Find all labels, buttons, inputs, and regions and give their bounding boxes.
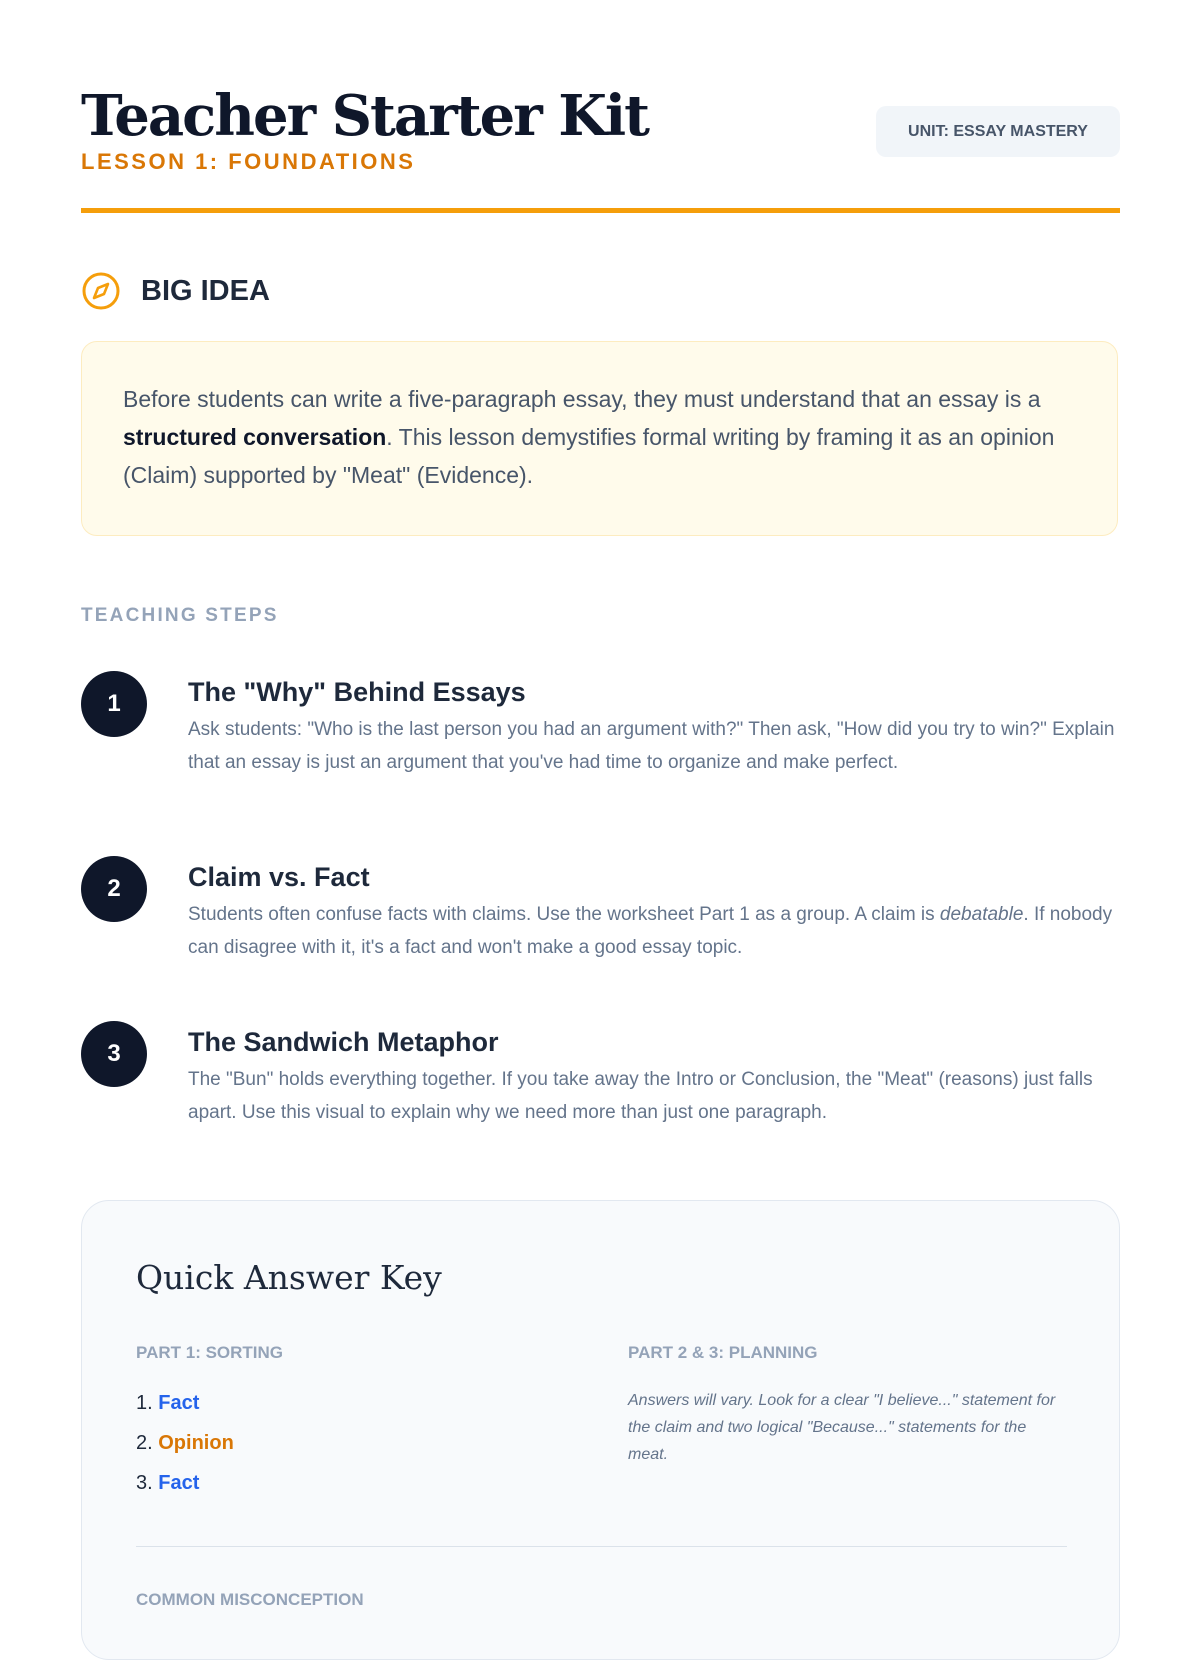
answer-key-title: Quick Answer Key bbox=[136, 1258, 442, 1297]
teaching-steps-label: TEACHING STEPS bbox=[81, 605, 279, 626]
step-description bbox=[188, 898, 1123, 964]
step-number-badge: 2 bbox=[81, 856, 147, 922]
answer-number: 3. bbox=[136, 1472, 153, 1494]
step-number-badge: 1 bbox=[81, 671, 147, 737]
big-idea-text bbox=[123, 380, 1077, 494]
step-title: Claim vs. Fact bbox=[188, 862, 370, 892]
step-title: The Sandwich Metaphor bbox=[188, 1027, 499, 1057]
header-divider bbox=[81, 208, 1120, 213]
step-description-start: Students often confuse facts with claims. Use the worksheet Part 1 as a group. A claim is bbox=[188, 904, 940, 925]
list-item bbox=[136, 1423, 234, 1463]
sorting-answers-list bbox=[136, 1383, 234, 1503]
answer-key-card bbox=[81, 1200, 1120, 1660]
answer-number: 1. bbox=[136, 1392, 153, 1414]
lesson-subtitle: LESSON 1: FOUNDATIONS bbox=[81, 149, 416, 174]
step-content bbox=[188, 1025, 1123, 1129]
step-description: The "Bun" holds everything together. If you take away the Intro or Conclusion, the "Meat" (reasons) just falls apart. Use this visual to explain why we need more than just one paragraph. bbox=[188, 1069, 1093, 1123]
part23-label: PART 2 & 3: PLANNING bbox=[628, 1343, 818, 1362]
big-idea-title: BIG IDEA bbox=[141, 274, 270, 307]
answer-number: 2. bbox=[136, 1432, 153, 1454]
list-item bbox=[136, 1383, 234, 1423]
step-title: The "Why" Behind Essays bbox=[188, 677, 526, 707]
planning-answer-text: Answers will vary. Look for a clear "I believe..." statement for the claim and two logical "Because..." statements for the meat. bbox=[628, 1392, 1056, 1463]
big-idea-callout bbox=[81, 341, 1118, 536]
misconception-label: COMMON MISCONCEPTION bbox=[136, 1590, 364, 1609]
big-idea-text-start: Before students can write a five-paragraph essay, they must understand that an essay is a bbox=[123, 386, 1041, 412]
step-description: Ask students: "Who is the last person you had an argument with?" Then ask, "How did you try to win?" Explain that an essay is just an argument that you've had time to organize and make perfect. bbox=[188, 719, 1115, 773]
step-description-end: . If nobody can disagree with it, it's a fact and won't make a good essay topic. bbox=[188, 904, 1113, 958]
step-number-badge: 3 bbox=[81, 1021, 147, 1087]
step-content bbox=[188, 860, 1123, 964]
big-idea-text-end: . This lesson demystifies formal writing by framing it as an opinion (Claim) supported by "Meat" (Evidence). bbox=[123, 424, 1055, 488]
unit-badge: UNIT: ESSAY MASTERY bbox=[876, 106, 1120, 157]
answer-key-divider bbox=[136, 1546, 1067, 1547]
part1-label: PART 1: SORTING bbox=[136, 1343, 284, 1362]
list-item bbox=[136, 1463, 234, 1503]
answer-value: Opinion bbox=[158, 1432, 234, 1454]
step-description-emphasis: debatable bbox=[939, 904, 1024, 925]
big-idea-heading bbox=[81, 271, 270, 311]
header bbox=[81, 84, 1120, 176]
big-idea-emphasis: structured conversation bbox=[123, 424, 387, 450]
step-content bbox=[188, 675, 1123, 779]
answer-value: Fact bbox=[158, 1472, 200, 1494]
answer-value: Fact bbox=[158, 1392, 200, 1414]
page-title: Teacher Starter Kit bbox=[81, 83, 649, 149]
compass-icon bbox=[81, 271, 121, 311]
